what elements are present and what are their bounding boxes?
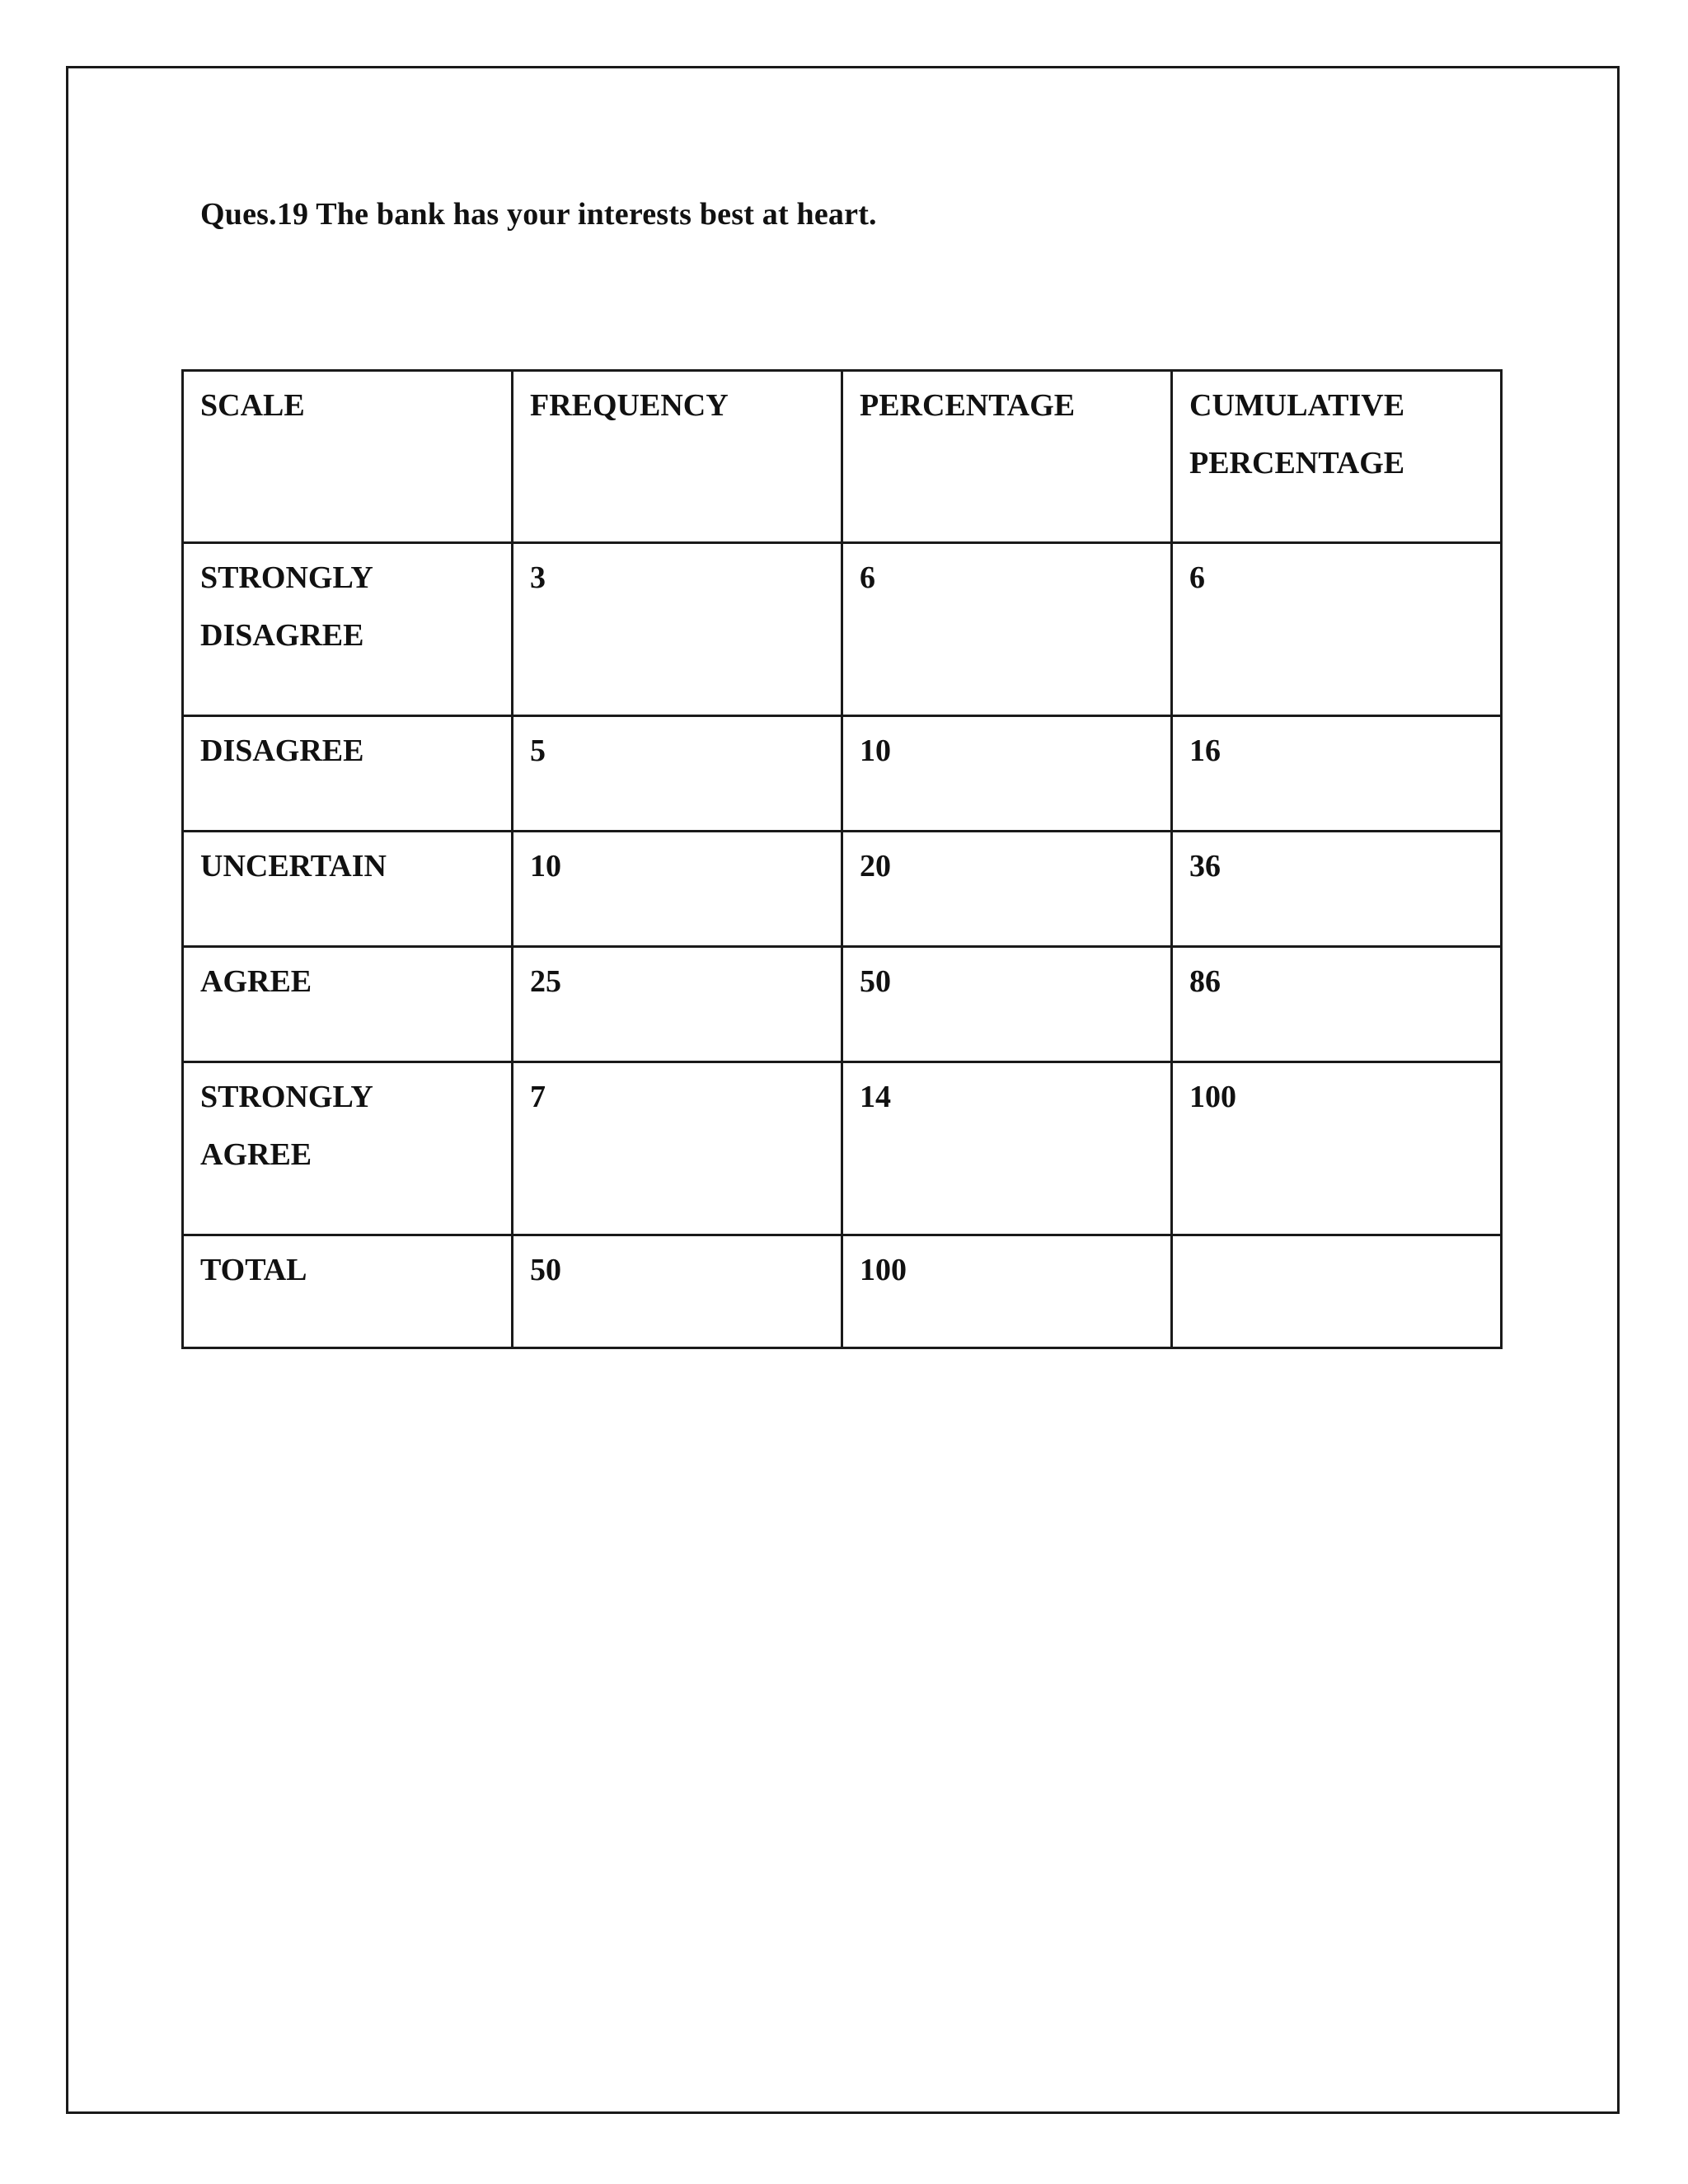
cell-frequency: 50 [513,1235,842,1348]
cell-scale: AGREE [183,947,513,1062]
frequency-table [181,369,1503,1349]
cell-percentage: 20 [842,832,1172,947]
cell-cumulative: 86 [1172,947,1502,1062]
table-row [183,543,1502,716]
table-header-row [183,371,1502,543]
cell-cumulative: 100 [1172,1062,1502,1235]
cell-scale: DISAGREE [183,716,513,832]
scale-line2: DISAGREE [200,618,364,653]
cell-cumulative [1172,1235,1502,1348]
table-row [183,947,1502,1062]
table-row [183,1062,1502,1235]
cell-frequency: 3 [513,543,842,716]
cell-scale [183,1062,513,1235]
cell-frequency: 7 [513,1062,842,1235]
header-cumulative-line1: CUMULATIVE [1189,388,1405,423]
cell-cumulative: 16 [1172,716,1502,832]
header-percentage: PERCENTAGE [842,371,1172,543]
question-title: Ques.19 The bank has your interests best at heart. [200,197,877,232]
cell-frequency: 10 [513,832,842,947]
scale-line2: AGREE [200,1137,312,1172]
cell-percentage: 50 [842,947,1172,1062]
cell-scale: TOTAL [183,1235,513,1348]
header-frequency: FREQUENCY [513,371,842,543]
header-scale: SCALE [183,371,513,543]
cell-frequency: 25 [513,947,842,1062]
table-row [183,832,1502,947]
cell-percentage: 14 [842,1062,1172,1235]
cell-cumulative: 36 [1172,832,1502,947]
table-total-row [183,1235,1502,1348]
cell-frequency: 5 [513,716,842,832]
scale-line1: STRONGLY [200,1080,373,1114]
cell-percentage: 10 [842,716,1172,832]
table-row [183,716,1502,832]
cell-cumulative: 6 [1172,543,1502,716]
cell-scale: UNCERTAIN [183,832,513,947]
header-cumulative-line2: PERCENTAGE [1189,446,1405,480]
cell-percentage: 6 [842,543,1172,716]
scale-line1: STRONGLY [200,560,373,595]
cell-scale [183,543,513,716]
header-cumulative-percentage [1172,371,1502,543]
cell-percentage: 100 [842,1235,1172,1348]
